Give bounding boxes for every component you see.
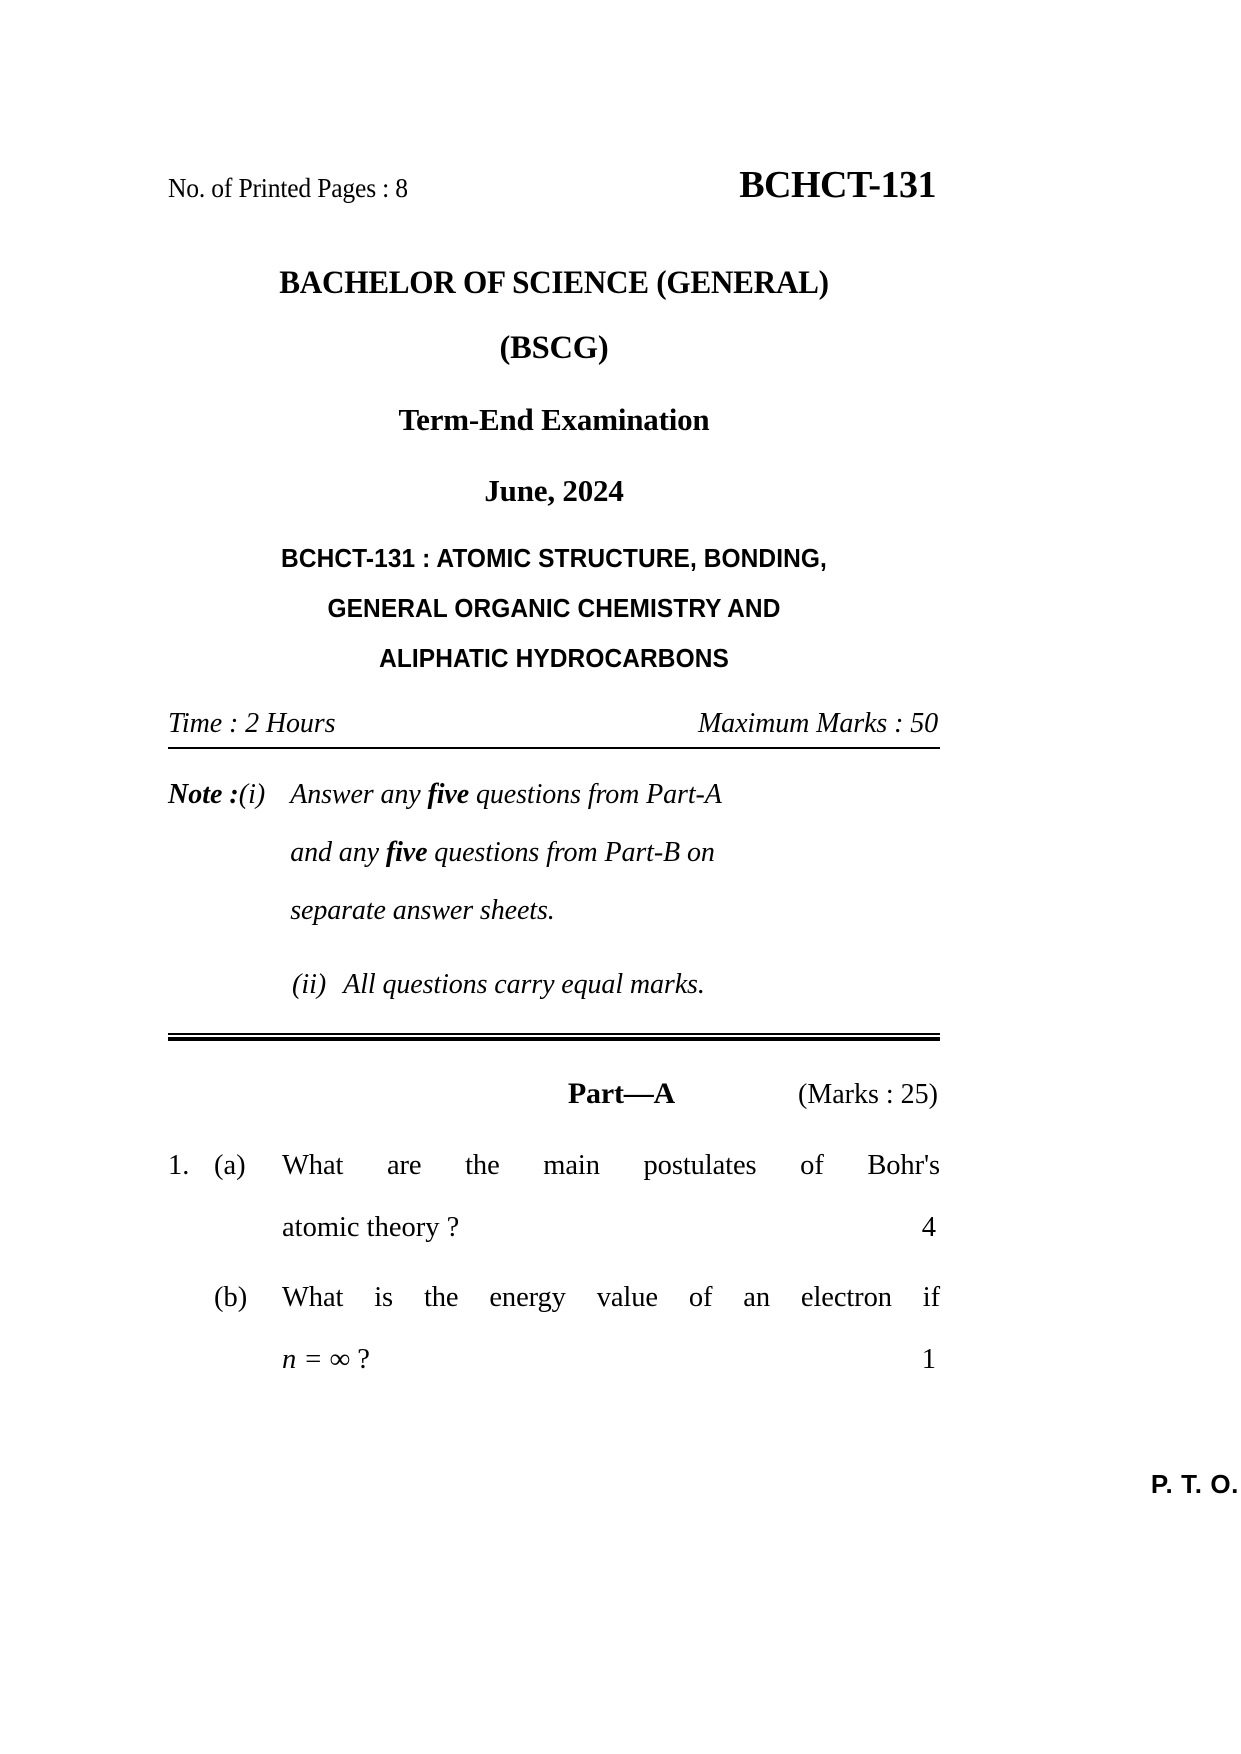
part-a-heading-row — [168, 1077, 940, 1111]
question-1b-letter: (b) — [214, 1282, 248, 1313]
note-item-i — [168, 766, 940, 940]
question-1-number: 1. — [168, 1150, 190, 1181]
note-item-ii-marker: (ii) — [292, 969, 327, 1000]
exam-info-row — [168, 708, 940, 749]
page-content — [168, 0, 940, 1391]
note-bold-five-1: five — [427, 779, 470, 810]
question-1b-line-2 — [282, 1329, 370, 1391]
course-code: BCHCT-131 — [739, 164, 936, 206]
examination-session: June, 2024 — [484, 473, 624, 508]
page-footer — [469, 1469, 1241, 1500]
note-item-ii — [168, 969, 940, 1001]
note-item-i-body — [265, 766, 940, 940]
subject-title-line-1: BCHCT-131 : ATOMIC STRUCTURE, BONDING, — [281, 545, 827, 573]
math-expression-n-equals-infinity: n = ∞ — [282, 1344, 351, 1375]
note-text-a: Answer any — [290, 779, 428, 810]
question-1a-line-2: atomic theory ? — [282, 1212, 460, 1243]
note-item-i-marker: (i) — [238, 779, 266, 810]
note-item-ii-text: All questions carry equal marks. — [343, 969, 705, 1000]
programme-name: BACHELOR OF SCIENCE (GENERAL) — [279, 265, 829, 301]
question-1a-line-1: What are the main postulates of Bohr's — [282, 1150, 940, 1181]
question-1b-body — [282, 1267, 940, 1391]
note-bold-five-2: five — [385, 837, 428, 868]
note-item-i-line-1 — [290, 766, 940, 824]
question-1a — [168, 1135, 940, 1259]
divider-line-thin — [168, 1033, 940, 1035]
time-allowed: Time : 2 Hours — [168, 708, 336, 739]
question-1b-line-1: What is the energy value of an electron if — [282, 1282, 940, 1313]
note-item-i-line-3: separate answer sheets. — [290, 895, 555, 926]
question-1a-letter: (a) — [214, 1150, 246, 1181]
note-section — [168, 766, 940, 1001]
question-1a-body — [282, 1135, 940, 1259]
subject-title-line-2: GENERAL ORGANIC CHEMISTRY AND — [327, 595, 781, 623]
printed-pages-label: No. of Printed Pages : 8 — [168, 172, 408, 203]
page-header — [168, 163, 940, 215]
programme-abbreviation: (BSCG) — [499, 330, 609, 366]
note-text-c: and any — [290, 837, 386, 868]
note-text-b: questions from Part-A — [469, 779, 722, 810]
question-list — [168, 1135, 940, 1391]
question-1b — [168, 1267, 940, 1391]
maximum-marks: Maximum Marks : 50 — [697, 708, 938, 739]
section-divider — [168, 1033, 940, 1040]
subject-title-line-3: ALIPHATIC HYDROCARBONS — [379, 645, 729, 673]
examination-type: Term-End Examination — [398, 402, 710, 437]
question-1b-marks: 1 — [921, 1344, 936, 1375]
subject-title — [168, 534, 940, 684]
part-a-marks: (Marks : 25) — [798, 1079, 938, 1110]
question-1b-line-2-row — [282, 1329, 940, 1391]
note-label: Note : — [168, 779, 239, 810]
title-block — [168, 253, 940, 526]
question-1a-line-2-row — [282, 1197, 940, 1259]
divider-line-thick — [168, 1037, 940, 1040]
pto-label: P. T. O. — [1150, 1469, 1239, 1499]
note-text-d: questions from Part-B on — [427, 837, 715, 868]
question-1a-marks: 4 — [921, 1212, 936, 1243]
note-item-i-line-2 — [290, 824, 940, 882]
question-1b-line-2-tail: ? — [350, 1344, 370, 1375]
part-a-label: Part—A — [567, 1077, 676, 1110]
question-spacer — [168, 1259, 940, 1267]
